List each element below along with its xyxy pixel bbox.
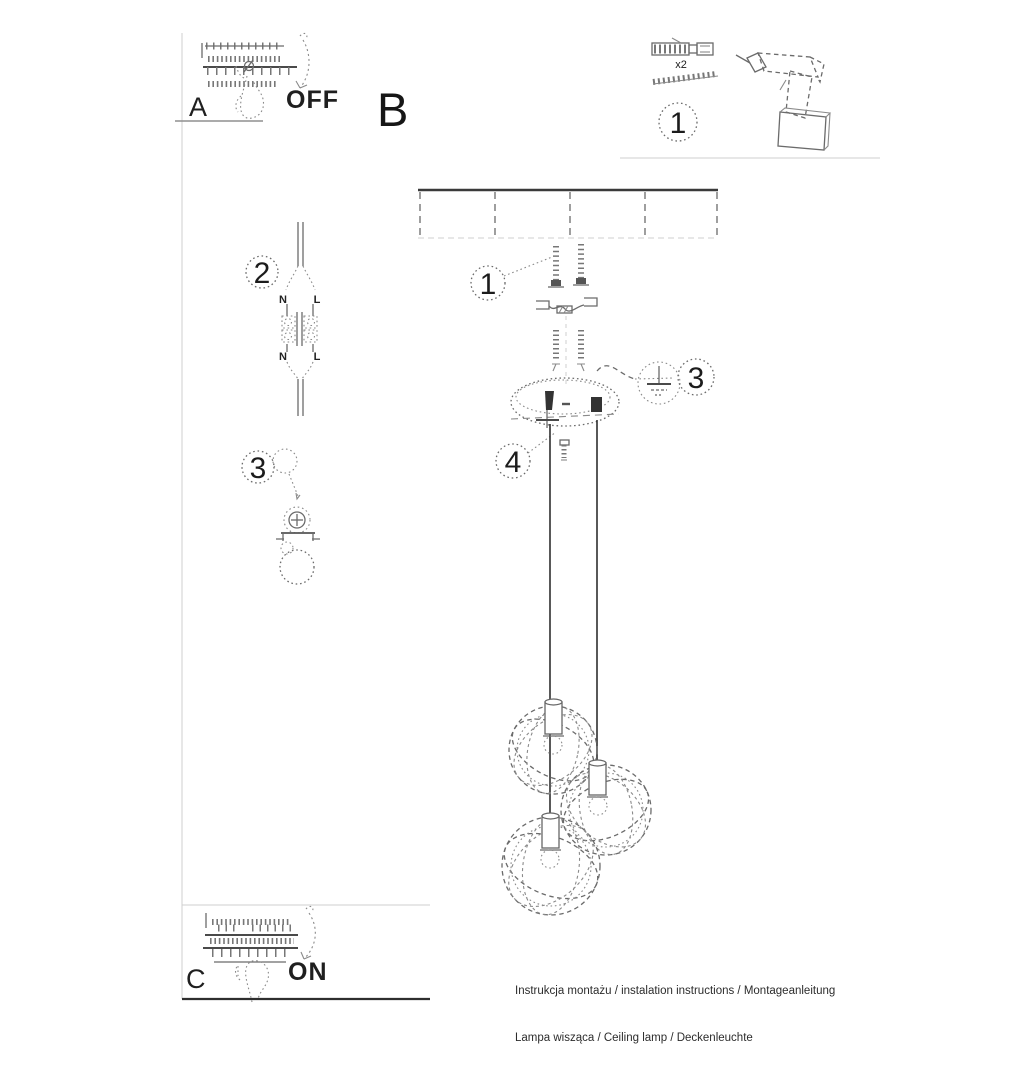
footer-text bbox=[515, 953, 835, 1077]
page-divider-lines bbox=[175, 33, 880, 999]
wiring-diagram bbox=[282, 222, 317, 416]
parts-step-number: 1 bbox=[669, 107, 687, 140]
section-b-label: B bbox=[377, 83, 409, 136]
lamp-socket-top bbox=[543, 699, 564, 754]
section-c-label: C bbox=[186, 964, 206, 994]
ceiling-section bbox=[418, 190, 718, 238]
switch-off-arrow-icon bbox=[296, 33, 309, 88]
hanging-anchor-screws-icon bbox=[548, 244, 589, 287]
section-a-state: OFF bbox=[286, 86, 339, 114]
callout-3-number: 3 bbox=[687, 362, 705, 395]
footer-line-1: Instrukcja montażu / instalation instructions / Montageanleitung bbox=[515, 985, 836, 997]
circuit-breaker-on-icon bbox=[203, 913, 298, 962]
section-c-state: ON bbox=[288, 958, 328, 986]
wire-label-l-top: L bbox=[313, 294, 321, 306]
canopy bbox=[511, 378, 619, 428]
bracket-step-number: 3 bbox=[249, 452, 267, 485]
cable-clamp-icon bbox=[536, 298, 597, 313]
wall-plug-screw-icon bbox=[652, 38, 713, 55]
wiring-step-number: 2 bbox=[253, 257, 271, 290]
lamp-socket-bottom bbox=[540, 813, 561, 868]
screw-quantity: x2 bbox=[675, 59, 687, 71]
section-a-label: A bbox=[189, 92, 208, 122]
suspension-cables bbox=[550, 420, 597, 816]
threaded-rods-icon bbox=[552, 316, 585, 386]
switch-on-arrow-icon bbox=[301, 906, 315, 959]
bracket-screw-icon bbox=[276, 474, 320, 584]
wire-label-n-top: N bbox=[279, 294, 287, 306]
lamp-socket-right bbox=[587, 760, 608, 815]
wire-label-l-bottom: L bbox=[313, 351, 321, 363]
circuit-breaker-off-icon bbox=[202, 43, 297, 84]
footer-line-2: Lampa wisząca / Ceiling lamp / Deckenleuchte bbox=[515, 1031, 753, 1044]
callout-4-number: 4 bbox=[504, 446, 522, 479]
long-screw-icon bbox=[653, 74, 718, 84]
drill-icon bbox=[736, 53, 830, 150]
hand-up-icon bbox=[236, 961, 269, 1002]
callout-1-number: 1 bbox=[479, 268, 497, 301]
wire-label-n-bottom: N bbox=[279, 351, 287, 363]
hand-icon bbox=[236, 66, 264, 118]
canopy-screw-icon bbox=[560, 440, 569, 460]
